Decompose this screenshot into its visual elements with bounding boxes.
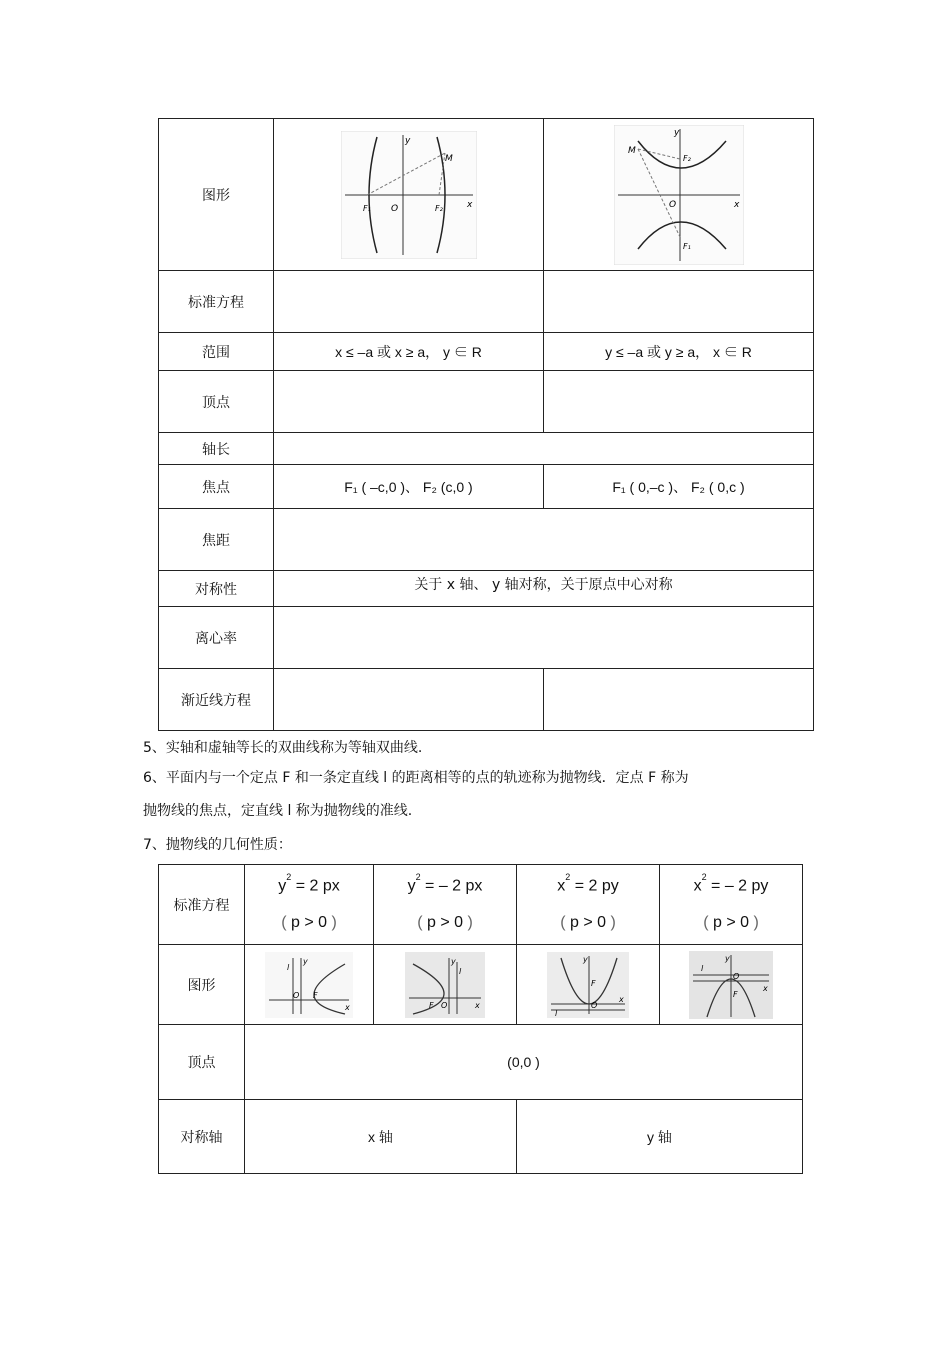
eccentricity-cell — [274, 607, 814, 669]
std-eq-x-cell — [274, 271, 544, 333]
vertex-y-cell — [544, 371, 814, 433]
label-graph: 图形 — [159, 119, 274, 271]
parabola-fig-cell-4 — [660, 945, 803, 1025]
range-x: x ≤ –a 或 x ≥ a， y ∈ R — [274, 333, 544, 371]
fig-label-x: x — [763, 983, 768, 993]
row-axis-len — [159, 433, 814, 465]
row-std-eq — [159, 271, 814, 333]
label-symmetry: 对称性 — [159, 571, 274, 607]
eq-exp: 2 — [701, 872, 707, 882]
label-eccentricity: 离心率 — [159, 607, 274, 669]
focus-y: F₁ ( 0,–c )、 F₂ ( 0,c ) — [544, 465, 814, 509]
eq-condition: p > 0 — [712, 914, 750, 932]
parabola-fig-cell-2 — [374, 945, 517, 1025]
fig-label-y: y — [451, 956, 456, 966]
fig-label-f: F — [591, 978, 596, 988]
fig-label-f: F — [733, 989, 738, 999]
parabola-table — [158, 864, 803, 1174]
hyperbola-x-figure — [341, 131, 477, 259]
row-asymptote — [159, 669, 814, 731]
hyperbola-y-figure-cell — [544, 119, 814, 271]
label-parabola-graph: 图形 — [159, 945, 245, 1025]
eq-lhs: y — [278, 877, 287, 895]
row-vertex — [159, 371, 814, 433]
label-parabola-std-eq: 标准方程 — [159, 865, 245, 945]
row-range — [159, 333, 814, 371]
parabola-right-figure — [265, 952, 353, 1018]
axis-len-cell — [274, 433, 814, 465]
fig-label-origin: O — [293, 990, 300, 1000]
fig-label-f: F — [313, 990, 318, 1000]
fig-label-x: x — [466, 199, 472, 210]
eq-exp: 2 — [286, 872, 292, 882]
fig-label-f1: F₁ — [362, 203, 371, 213]
parabola-left-figure — [405, 952, 485, 1018]
label-parabola-axis: 对称轴 — [159, 1100, 245, 1174]
hyperbola-y-figure — [614, 125, 744, 265]
paragraph-5: 5、实轴和虚轴等长的双曲线称为等轴双曲线. — [143, 740, 423, 756]
hyperbola-x-figure-cell — [274, 119, 544, 271]
fig-label-f2: F₂ — [682, 153, 691, 163]
fig-label-y: y — [725, 953, 730, 963]
parabola-axis-x: x 轴 — [245, 1100, 517, 1174]
fig-label-origin: O — [441, 1000, 448, 1010]
fig-label-origin: O — [591, 1000, 598, 1010]
eq-rhs: = 2 px — [295, 877, 340, 895]
focus-x: F₁ ( –c,0 )、 F₂ (c,0 ) — [274, 465, 544, 509]
label-focal-dist: 焦距 — [159, 509, 274, 571]
fig-label-l: l — [459, 966, 462, 976]
fig-label-l: l — [555, 1008, 558, 1018]
eq-cell-4: $x^2$ = – 2 py ( p > 0 ) — [660, 865, 803, 945]
range-y: y ≤ –a 或 y ≥ a， x ∈ R — [544, 333, 814, 371]
row-parabola-vertex — [159, 1025, 803, 1100]
eq-exp: 2 — [565, 872, 571, 882]
fig-label-f: F — [429, 1000, 434, 1010]
fig-label-origin: O — [668, 199, 676, 210]
row-parabola-graph — [159, 945, 803, 1025]
row-parabola-axis — [159, 1100, 803, 1174]
fig-label-origin: O — [390, 203, 398, 214]
fig-label-x: x — [619, 994, 624, 1004]
row-graph — [159, 119, 814, 271]
eq-cell-1: $y^2 = 2$ px ( p > 0 ) — [245, 865, 374, 945]
parabola-fig-cell-3 — [517, 945, 660, 1025]
parabola-axis-y: y 轴 — [517, 1100, 803, 1174]
eq-rhs: = 2 py — [574, 877, 619, 895]
focal-dist-cell — [274, 509, 814, 571]
row-focal-dist — [159, 509, 814, 571]
eq-rhs: = – 2 py — [711, 877, 769, 895]
fig-label-f1: F₁ — [682, 241, 691, 251]
label-vertex: 顶点 — [159, 371, 274, 433]
fig-label-x: x — [475, 1000, 480, 1010]
eq-condition: p > 0 — [569, 914, 607, 932]
eq-condition: p > 0 — [290, 914, 328, 932]
fig-label-y: y — [673, 127, 679, 138]
std-eq-y-cell — [544, 271, 814, 333]
label-asymptote: 渐近线方程 — [159, 669, 274, 731]
asymptote-y-cell — [544, 669, 814, 731]
row-focus — [159, 465, 814, 509]
label-range: 范围 — [159, 333, 274, 371]
fig-label-l: l — [287, 962, 290, 972]
row-parabola-std-eq — [159, 865, 803, 945]
eq-lhs: x — [693, 877, 702, 895]
label-parabola-vertex: 顶点 — [159, 1025, 245, 1100]
fig-label-x: x — [345, 1002, 350, 1012]
eq-lhs: x — [557, 877, 566, 895]
label-std-eq: 标准方程 — [159, 271, 274, 333]
fig-label-y: y — [404, 135, 410, 146]
fig-label-x: x — [733, 199, 739, 210]
eq-cell-3: $x^2 = 2$ py ( p > 0 ) — [517, 865, 660, 945]
fig-label-l: l — [701, 963, 704, 973]
label-focus: 焦点 — [159, 465, 274, 509]
paragraph-6-line2: 抛物线的焦点，定直线 l 称为抛物线的准线. — [143, 803, 413, 819]
parabola-up-figure — [547, 952, 629, 1018]
paragraph-7: 7、抛物线的几何性质： — [143, 837, 292, 853]
fig-label-y: y — [303, 956, 308, 966]
fig-label-origin: O — [733, 971, 740, 981]
fig-label-f2: F₂ — [434, 203, 443, 213]
row-eccentricity — [159, 607, 814, 669]
fig-label-y: y — [583, 954, 588, 964]
parabola-vertex-value: (0,0 ) — [245, 1025, 803, 1100]
eq-rhs: = – 2 px — [425, 877, 483, 895]
row-symmetry — [159, 571, 814, 607]
parabola-down-figure — [689, 951, 773, 1019]
vertex-x-cell — [274, 371, 544, 433]
eq-condition: p > 0 — [426, 914, 464, 932]
label-axis-len: 轴长 — [159, 433, 274, 465]
symmetry-text: 关于 x 轴、 y 轴对称，关于原点中心对称 — [274, 571, 814, 607]
asymptote-x-cell — [274, 669, 544, 731]
eq-exp: 2 — [415, 872, 421, 882]
parabola-fig-cell-1 — [245, 945, 374, 1025]
hyperbola-table — [158, 118, 814, 731]
fig-label-m: M — [444, 153, 453, 164]
eq-cell-2: $y^2$ = – 2 px ( p > 0 ) — [374, 865, 517, 945]
fig-label-m: M — [627, 145, 636, 156]
paragraph-6-line1: 6、平面内与一个定点 F 和一条定直线 l 的距离相等的点的轨迹称为抛物线．定点 F 称为 — [143, 770, 689, 786]
eq-lhs: y — [407, 877, 416, 895]
